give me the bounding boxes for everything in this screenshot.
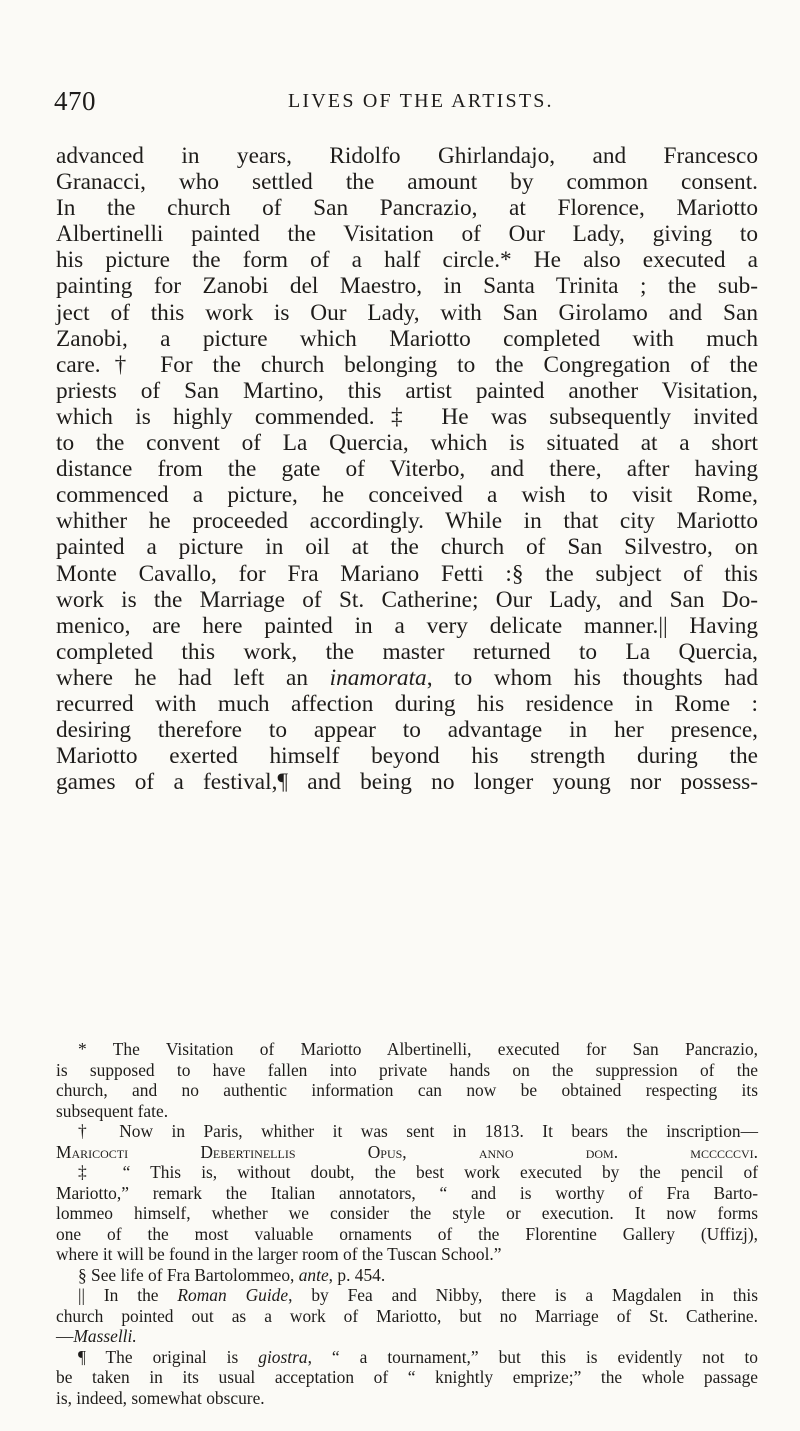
footnote-line: one of the most valuable ornaments of the Florentine Gallery (Uffizj), — [56, 1223, 758, 1244]
text-line: desiring therefore to appear to advantage in her presence, — [56, 717, 758, 744]
footnote-line: is, indeed, somewhat obscure. — [56, 1387, 265, 1408]
footnote-line — [56, 1265, 758, 1286]
text-line: care.† For the church belonging to the Congregation of the — [56, 351, 758, 378]
footnote-line: * The Visitation of Mariotto Albertinelli, executed for San Pancrazio, — [78, 1039, 758, 1059]
footnotes — [56, 1039, 758, 1408]
footnote-line: subsequent fate. — [56, 1100, 169, 1121]
emphasis: ante — [298, 1264, 329, 1285]
text-segment: , p. 454. — [328, 1264, 386, 1285]
footnote-line: where it will be found in the larger room of the Tuscan School.” — [56, 1244, 502, 1264]
text-line: which is highly commended.‡ He was subsequently invited — [56, 403, 758, 430]
text-segment: , by Fea and Nibby, there is a Magdalen in this — [288, 1285, 758, 1305]
footnote-line: be taken in its usual acceptation of “ knightly emprize;” the whole passage — [56, 1367, 758, 1387]
text-line: distance from the gate of Viterbo, and there, after having — [56, 456, 758, 483]
text-line: his picture the form of a half circle.* He also executed a — [56, 247, 758, 274]
text-segment: || In the — [78, 1285, 178, 1305]
text-line: completed this work, the master returned to La Quercia, — [56, 638, 758, 665]
emphasis: inamorata — [329, 664, 427, 691]
footnote-line: Mariotto,” remark the Italian annotators, “ and is worthy of Fra Barto- — [56, 1182, 758, 1203]
text-line: painted a picture in oil at the church of San Silvestro, on — [56, 534, 758, 561]
running-head — [54, 86, 754, 126]
footnote-line — [56, 1326, 758, 1347]
text-line: menico, are here painted in a very delicate manner.|| Having — [56, 612, 758, 639]
text-line: Granacci, who settled the amount by common consent. — [56, 169, 758, 196]
text-segment: , to whom his thoughts had — [426, 664, 758, 691]
text-segment: where he had left an — [56, 664, 330, 691]
footnote-line: is supposed to have fallen into private hands on the suppression of the — [56, 1059, 758, 1080]
text-line: recurred with much affection during his residence in Rome : — [56, 690, 758, 717]
text-line: Mariotto exerted himself beyond his strength during the — [56, 743, 758, 770]
emphasis: Roman Guide — [177, 1285, 289, 1305]
text-line: advanced in years, Ridolfo Ghirlandajo, and Francesco — [56, 143, 758, 169]
running-title: LIVES OF THE ARTISTS. — [288, 90, 554, 112]
page-number: 470 — [54, 86, 96, 116]
footnote-line: lommeo himself, whether we consider the style or execution. It now forms — [56, 1203, 758, 1223]
text-line: Monte Cavallo, for Fra Mariano Fetti :§ the subject of this — [56, 560, 758, 587]
text-segment: ¶ The original is — [78, 1346, 259, 1367]
footnote-line — [56, 1347, 758, 1368]
text-line — [56, 665, 758, 691]
main-text — [56, 143, 758, 795]
emphasis: giostra — [258, 1346, 308, 1367]
footnote-line: ‡ “ This is, without doubt, the best work executed by the pencil of — [78, 1162, 758, 1182]
text-line: Albertinelli painted the Visitation of Our Lady, giving to — [56, 221, 758, 248]
footnote-inscription: Maricocti Debertinellis Opus, anno dom. mcccccvi. — [56, 1141, 758, 1162]
footnote-line: church pointed out as a work of Mariotto, but no Marriage of St. Catherine. — [56, 1305, 758, 1326]
text-segment: — — [56, 1326, 74, 1346]
text-line: games of a festival,¶ and being no longer young nor possess- — [56, 769, 758, 796]
text-line: whither he proceeded accordingly. While in that city Mariotto — [56, 508, 758, 535]
text-line: Zanobi, a picture which Mariotto completed with much — [56, 325, 758, 352]
footnote-line: † Now in Paris, whither it was sent in 1813. It bears the inscription— — [78, 1121, 758, 1141]
text-line: work is the Marriage of St. Catherine; Our Lady, and San Do- — [56, 586, 758, 613]
footnote-line — [56, 1285, 758, 1306]
text-line: priests of San Martino, this artist painted another Visitation, — [56, 377, 758, 404]
text-segment: , “ a tournament,” but this is evidently not to — [307, 1346, 759, 1367]
text-line: ject of this work is Our Lady, with San Girolamo and San — [56, 299, 758, 326]
text-line: to the convent of La Quercia, which is situated at a short — [56, 430, 758, 457]
footnote-line: church, and no authentic information can now be obtained respecting its — [56, 1080, 758, 1100]
emphasis: Masselli. — [73, 1326, 137, 1346]
text-line: In the church of San Pancrazio, at Florence, Mariotto — [56, 195, 758, 222]
text-segment: § See life of Fra Bartolommeo, — [78, 1264, 299, 1285]
text-line: commenced a picture, he conceived a wish to visit Rome, — [56, 482, 758, 509]
text-line: painting for Zanobi del Maestro, in Santa Trinita ; the sub- — [56, 273, 758, 300]
